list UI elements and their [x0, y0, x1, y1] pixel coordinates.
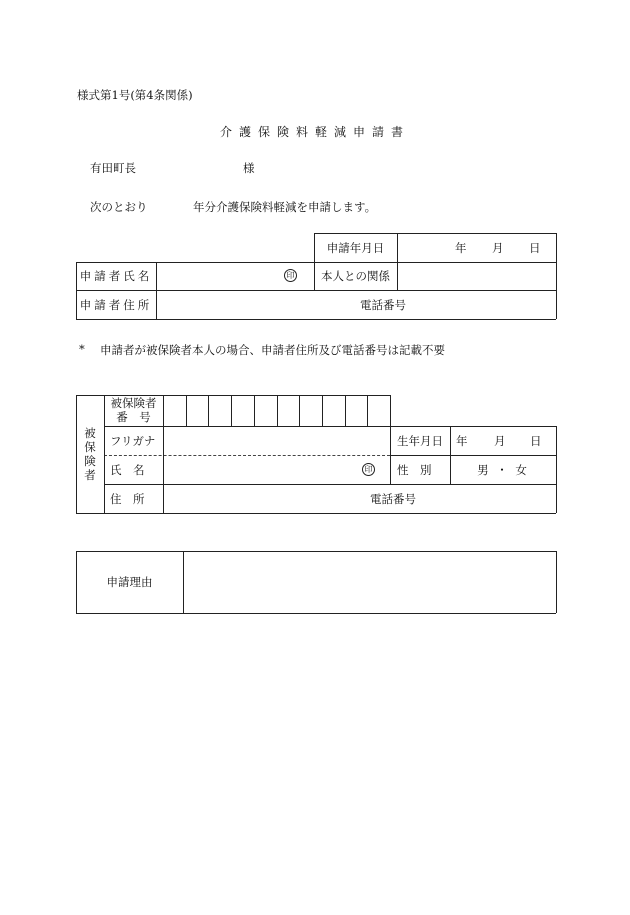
intro-text: 年分介護保険料軽減を申請します。 [193, 200, 377, 214]
note-mark: * [79, 342, 85, 356]
insured-name-label: 氏 名 [110, 462, 145, 477]
birth-date-label: 生年月日 [397, 433, 443, 448]
month-label: 月 [492, 240, 504, 255]
application-date-field[interactable] [397, 233, 556, 262]
note-text: 申請者が被保険者本人の場合、申請者住所及び電話番号は記載不要 [100, 343, 445, 357]
furigana-label: フリガナ [110, 433, 156, 448]
form-number: 様式第1号(第4条関係) [77, 88, 193, 102]
relation-field[interactable] [397, 262, 556, 290]
furigana-field[interactable] [163, 426, 390, 455]
insured-number-label-2: 番 号 [116, 410, 151, 424]
applicant-address-label: 申請者住所 [79, 297, 153, 312]
seal-mark: 印 [284, 269, 297, 282]
application-date-label: 申請年月日 [326, 240, 385, 255]
reason-label: 申請理由 [106, 575, 153, 589]
insured-address-label: 住 所 [110, 491, 145, 506]
insured-seal-mark: 印 [362, 463, 375, 476]
birth-date-field[interactable] [450, 426, 556, 455]
relation-label: 本人との関係 [321, 269, 390, 283]
gender-options[interactable]: 男 ・ 女 [477, 462, 529, 477]
insured-side-label: 被保険者 [84, 426, 96, 482]
gender-label: 性 別 [397, 462, 432, 477]
insured-phone-field[interactable] [440, 484, 556, 513]
year-label: 年 [455, 240, 467, 255]
applicant-phone-field[interactable] [430, 290, 556, 319]
insured-phone-label: 電話番号 [370, 491, 416, 506]
day-label: 日 [529, 240, 541, 255]
applicant-address-field[interactable] [156, 290, 316, 319]
birth-month-label: 月 [494, 433, 506, 448]
insured-address-field[interactable] [163, 484, 368, 513]
addressee: 有田町長 [90, 161, 136, 175]
intro-prefix: 次のとおり [90, 200, 148, 214]
insured-name-field[interactable] [163, 455, 358, 484]
reason-field[interactable] [183, 551, 556, 613]
insured-number-label-1: 被保険者 [110, 396, 157, 410]
honorific: 様 [243, 161, 255, 175]
applicant-name-label: 申請者氏名 [79, 269, 153, 283]
applicant-phone-label: 電話番号 [360, 297, 406, 312]
birth-year-label: 年 [456, 433, 468, 448]
page-title: 介護保険料軽減申請書 [219, 125, 410, 139]
birth-day-label: 日 [530, 433, 542, 448]
insured-number-field[interactable] [163, 395, 390, 426]
